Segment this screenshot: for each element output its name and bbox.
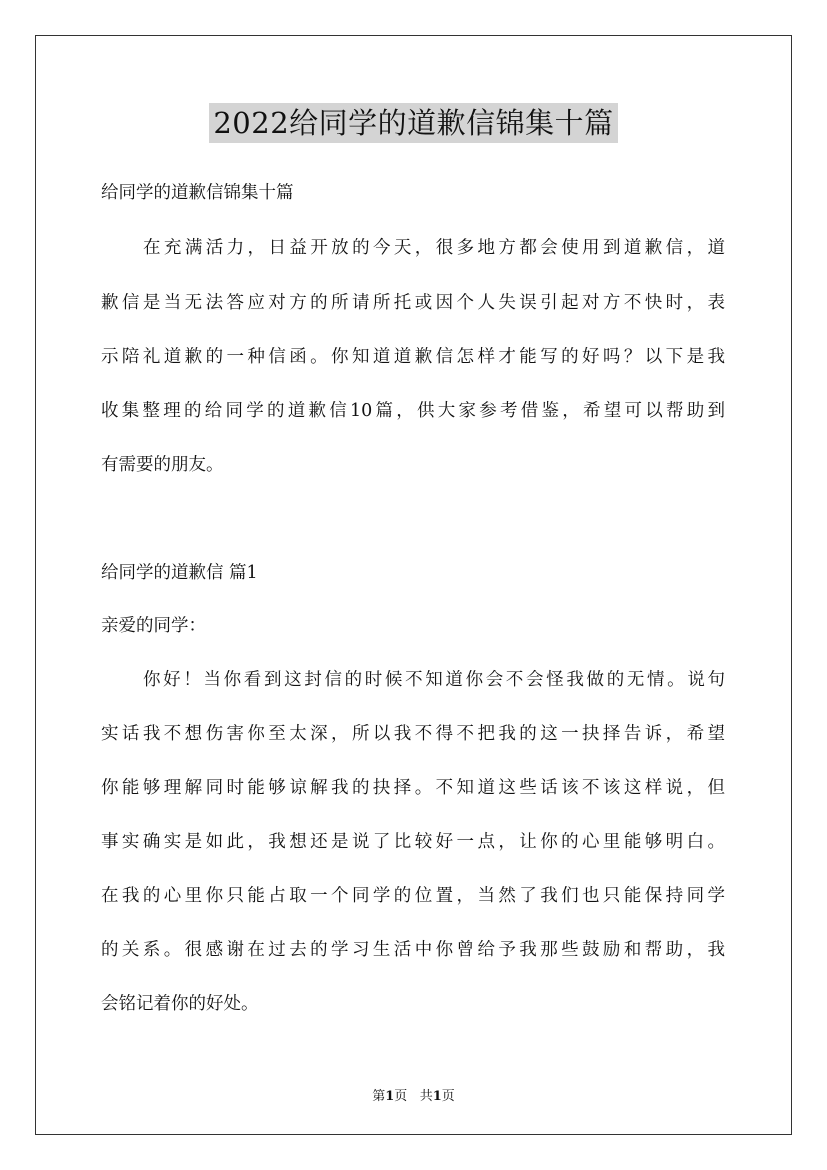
total-prefix: 共 — [419, 1089, 433, 1104]
page-footer — [0, 1085, 827, 1104]
intro-line-3: 示陪礼道歉的一种信函。你知道道歉信怎样才能写的好吗？以下是我 — [101, 347, 725, 367]
page-prefix: 第 — [372, 1089, 386, 1104]
total-suffix: 页 — [441, 1089, 455, 1104]
body-line-5: 在我的心里你只能占取一个同学的位置，当然了我们也只能保持同学 — [101, 886, 725, 906]
document-subtitle: 给同学的道歉信锦集十篇 — [101, 183, 294, 203]
body-line-6: 的关系。很感谢在过去的学习生活中你曾给予我那些鼓励和帮助，我 — [101, 940, 725, 960]
body-line-7: 会铭记着你的好处。 — [101, 994, 259, 1014]
body-line-3: 你能够理解同时能够谅解我的抉择。不知道这些话该不该这样说，但 — [101, 778, 725, 798]
intro-line-2: 歉信是当无法答应对方的所请所托或因个人失误引起对方不快时，表 — [101, 293, 725, 313]
section-heading: 给同学的道歉信 篇1 — [101, 563, 258, 583]
body-line-4: 事实确实是如此，我想还是说了比较好一点，让你的心里能够明白。 — [101, 832, 725, 852]
page-number: 1 — [385, 1089, 395, 1104]
total-pages: 1 — [432, 1089, 442, 1104]
document-title: 2022给同学的道歉信锦集十篇 — [209, 103, 617, 143]
title-container — [0, 103, 827, 143]
body-line-2: 实话我不想伤害你至太深，所以我不得不把我的这一抉择告诉，希望 — [101, 724, 725, 744]
body-line-1: 你好！当你看到这封信的时候不知道你会不会怪我做的无情。说句 — [143, 670, 725, 690]
intro-line-1: 在充满活力，日益开放的今天，很多地方都会使用到道歉信，道 — [143, 238, 725, 258]
salutation: 亲爱的同学： — [101, 616, 206, 636]
intro-line-5: 有需要的朋友。 — [101, 455, 224, 475]
page-suffix: 页 — [394, 1089, 408, 1104]
intro-line-4: 收集整理的给同学的道歉信10篇，供大家参考借鉴，希望可以帮助到 — [101, 401, 725, 421]
